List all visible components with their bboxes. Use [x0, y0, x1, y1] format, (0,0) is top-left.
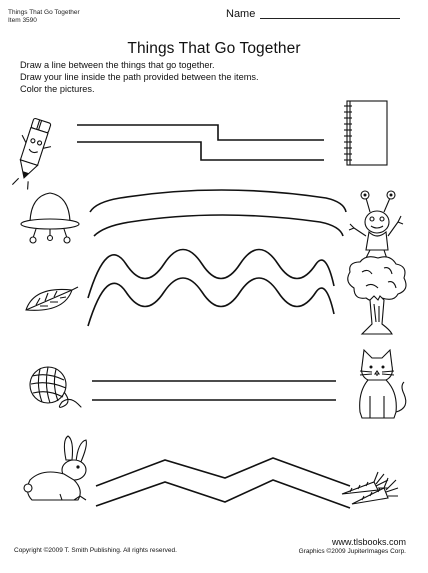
graphics-credit: Graphics ©2009 JupiterImages Corp. — [298, 548, 406, 555]
cat-icon — [360, 350, 406, 418]
flying-saucer-icon — [21, 193, 79, 243]
tree-icon — [348, 257, 406, 334]
rabbit-icon — [24, 436, 86, 500]
straight-path — [92, 381, 336, 400]
instruction-3: Color the pictures. — [20, 84, 95, 94]
arc-path — [90, 190, 346, 236]
yarn-ball-icon — [30, 367, 81, 407]
page-title: Things That Go Together — [127, 40, 301, 57]
notebook-icon — [344, 101, 387, 165]
instruction-2: Draw your line inside the path provided between the items. — [20, 72, 259, 82]
copyright-notice: Copyright ©2009 T. Smith Publishing. All rights reserved. — [14, 547, 177, 554]
carrots-icon — [342, 472, 398, 504]
name-label: Name — [226, 8, 256, 20]
instruction-1: Draw a line between the things that go together. — [20, 60, 215, 70]
step-path — [77, 125, 324, 160]
website-link[interactable]: www.tlsbooks.com — [331, 537, 406, 547]
alien-icon — [349, 191, 403, 262]
wave-path — [88, 250, 334, 327]
zigzag-path — [96, 458, 350, 508]
sheet-name: Things That Go Together — [8, 9, 80, 16]
item-number: Item 3590 — [8, 17, 37, 24]
leaf-icon — [26, 287, 78, 310]
pencil-icon — [7, 116, 58, 192]
